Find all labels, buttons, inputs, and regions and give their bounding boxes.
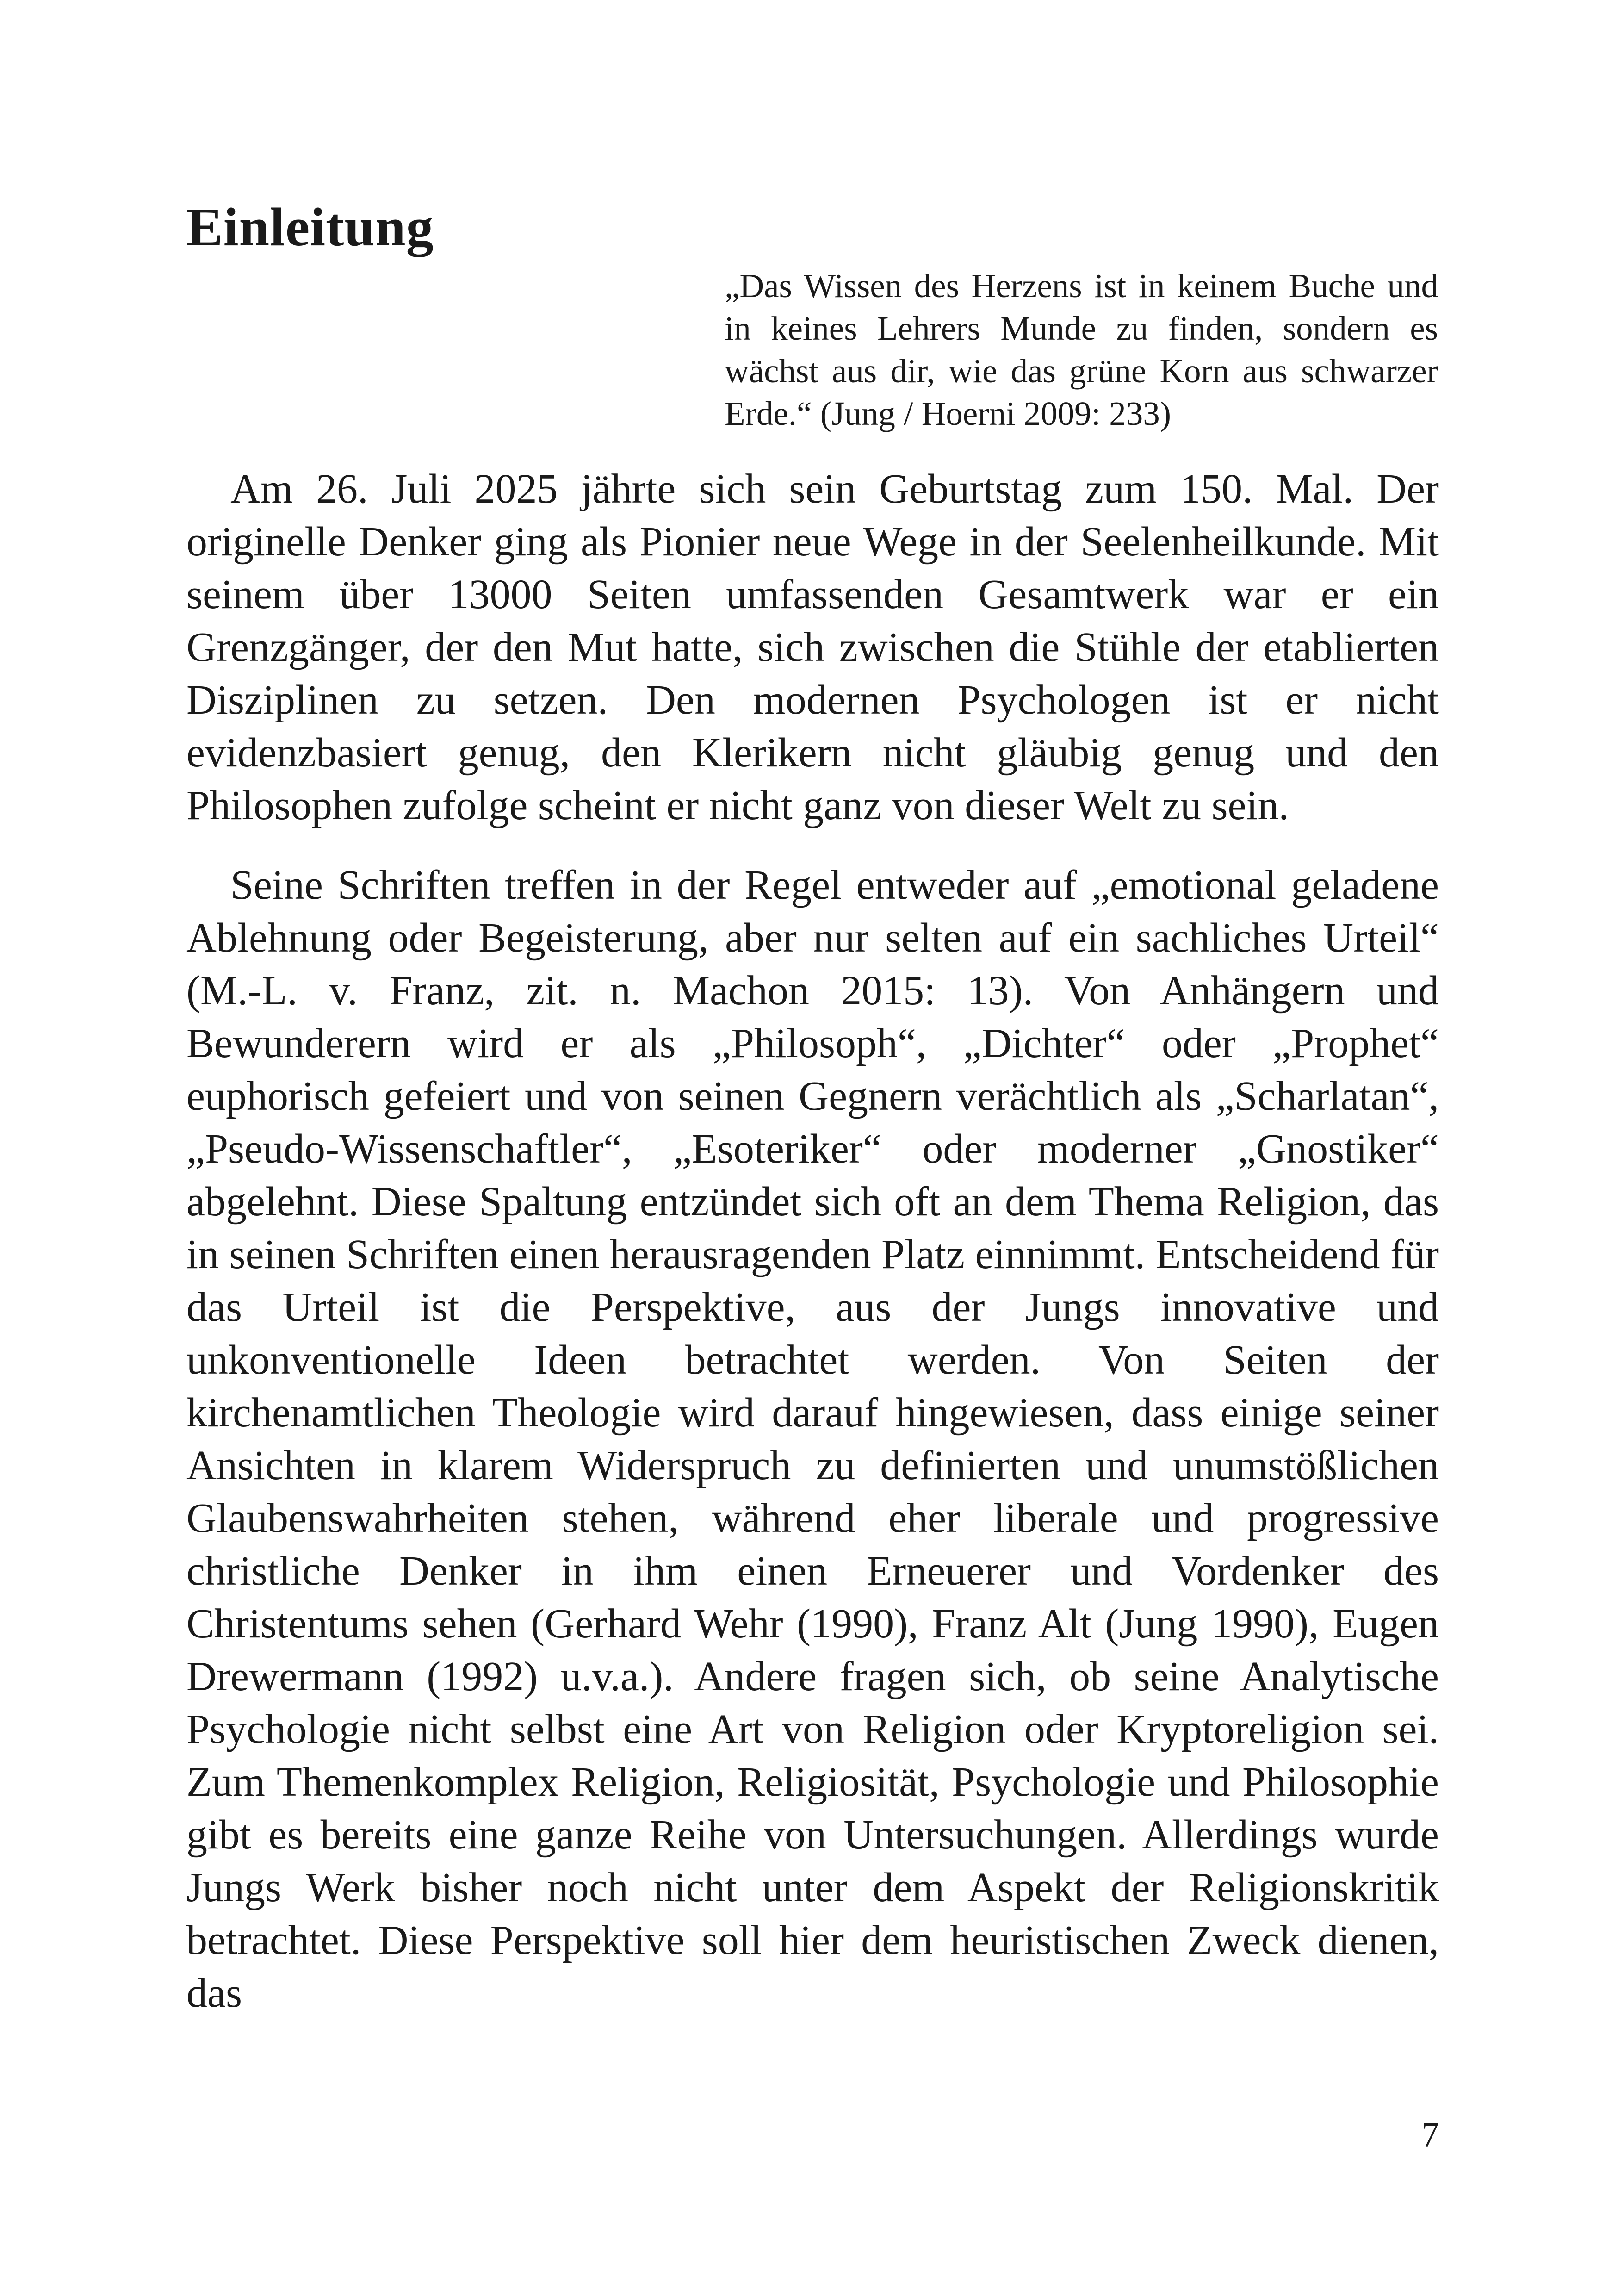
body-paragraph-1: Am 26. Juli 2025 jährte sich sein Geburtstag zum 150. Mal. Der originelle Denker ging als Pionier neue Wege in der Seelenheilkunde. Mit seinem über 13000 Seiten umfassenden Gesamtwerk war er ein Grenzgänger, der den Mut hatte, sich zwischen die Stühle der etablierten Disziplinen zu setzen. Den modernen Psychologen ist er nicht evidenzbasiert genug, den Klerikern nicht gläubig genug und den Philosophen zufolge scheint er nicht ganz von dieser Welt zu sein.: [186, 466, 1439, 828]
epigraph-source: (Jung / Hoerni 2009: 233): [820, 394, 1172, 432]
body-paragraph-2: Seine Schriften treffen in der Regel entweder auf „emotional geladene Ablehnung oder Begeisterung, aber nur selten auf ein sachliches Urteil“ (M.-L. v. Franz, zit. n. Machon 2015: 13). Von Anhängern und Bewunderern wird er als „Philosoph“, „Dichter“ oder „Prophet“ euphorisch gefeiert und von seinen Gegnern verächtlich als „Scharlatan“, „Pseudo-Wissenschaftler“, „Esoteriker“ oder moderner „Gnostiker“ abgelehnt. Diese Spaltung entzündet sich oft an dem Thema Religion, das in seinen Schriften einen herausragenden Platz einnimmt. Entscheidend für das Urteil ist die Perspektive, aus der Jungs innovative und unkonventionelle Ideen betrachtet werden. Von Seiten der kirchenamtlichen Theologie wird darauf hingewiesen, dass einige seiner Ansichten in klarem Widerspruch zu definierten und unumstößlichen Glaubenswahrheiten stehen, während eher liberale und progressive christliche Denker in ihm einen Erneuerer und Vordenker des Christentums sehen (Gerhard Wehr (1990), Franz Alt (Jung 1990), Eugen Drewermann (1992) u.v.a.). Andere fragen sich, ob seine Analytische Psychologie nicht selbst eine Art von Religion oder Kryptoreligion sei. Zum Themenkomplex Religion, Religiosität, Psychologie und Philosophie gibt es bereits eine ganze Reihe von Untersuchungen. Allerdings wurde Jungs Werk bisher noch nicht unter dem Aspekt der Religionskritik betrachtet. Diese Perspektive soll hier dem heuristischen Zweck dienen, das: [186, 862, 1439, 2016]
epigraph: [725, 265, 1438, 435]
chapter-title: Einleitung: [186, 197, 434, 257]
epigraph-quote: „Das Wissen des Herzens ist in keinem Buche und in keines Lehrers Munde zu finden, sondern es wächst aus dir, wie das grüne Korn aus schwarzer Erde.“: [725, 267, 1438, 432]
page-number: 7: [1421, 2116, 1439, 2154]
page-content: [186, 194, 1439, 2020]
